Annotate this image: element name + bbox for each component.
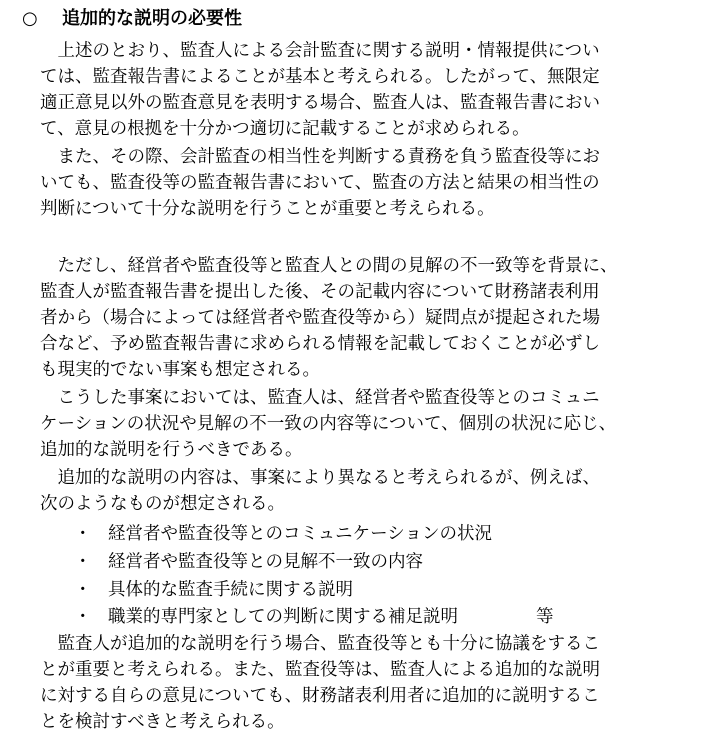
paragraph-line: 者から（場合によっては経営者や監査役等から）疑問点が提起された場 [40,308,600,328]
bullet-suffix: 等 [536,607,554,627]
paragraph-line: 追加的な説明の内容は、事案により異なると考えられるが、例えば、 [40,468,600,488]
paragraph-line: に対する自らの意見についても、財務諸表利用者に追加的に説明するこ [40,686,600,706]
bullet-text: 経営者や監査役等との見解不一致の内容 [108,552,423,572]
paragraph-line: 適正意見以外の監査意見を表明する場合、監査人は、監査報告書におい [40,93,600,113]
paragraph-line: とを検討すべきと考えられる。 [40,712,285,732]
section-heading [22,7,242,31]
paragraph-line: ケーションの状況や見解の不一致の内容等について、個別の状況に応じ、 [40,414,617,434]
paragraph-line: も現実的でない事案も想定される。 [40,360,320,380]
bullet-marker: ・ [74,524,92,544]
paragraph-line: 合など、予め監査報告書に求められる情報を記載しておくことが必ずし [40,334,600,354]
paragraph-line: こうした事案においては、監査人は、経営者や監査役等とのコミュニ [40,388,600,408]
bullet-item [74,578,353,602]
bullet-marker: ・ [74,607,92,627]
paragraph-line: 判断について十分な説明を行うことが重要と考えられる。 [40,199,495,219]
paragraph-line: 監査人が監査報告書を提出した後、その記載内容について財務諸表利用 [40,282,600,302]
bullet-text: 職業的専門家としての判断に関する補足説明 [108,607,458,627]
bullet-marker: ・ [74,580,92,600]
bullet-item [74,522,492,546]
paragraph-line: 上述のとおり、監査人による会計監査に関する説明・情報提供につい [40,41,600,61]
bullet-text: 経営者や監査役等とのコミュニケーションの状況 [108,524,492,544]
bullet-item [74,550,423,574]
paragraph-line: 次のようなものが想定される。 [40,494,285,514]
paragraph-line: いても、監査役等の監査報告書において、監査の方法と結果の相当性の [40,173,600,193]
bullet-marker: ・ [74,552,92,572]
bullet-item [74,605,554,629]
bullet-text: 具体的な監査手続に関する説明 [108,580,353,600]
paragraph-line: ては、監査報告書によることが基本と考えられる。したがって、無限定 [40,67,600,87]
paragraph-line: て、意見の根拠を十分かつ適切に記載することが求められる。 [40,119,530,139]
section-title: 追加的な説明の必要性 [62,8,242,29]
circle-marker: ○ [22,8,38,29]
paragraph-line: ただし、経営者や監査役等と監査人との間の見解の不一致等を背景に、 [40,256,618,276]
paragraph-line: また、その際、会計監査の相当性を判断する責務を負う監査役等にお [40,147,600,167]
paragraph-line: 追加的な説明を行うべきである。 [40,440,303,460]
paragraph-line: とが重要と考えられる。また、監査役等は、監査人による追加的な説明 [40,660,600,680]
paragraph-line: 監査人が追加的な説明を行う場合、監査役等とも十分に協議をするこ [40,634,600,654]
